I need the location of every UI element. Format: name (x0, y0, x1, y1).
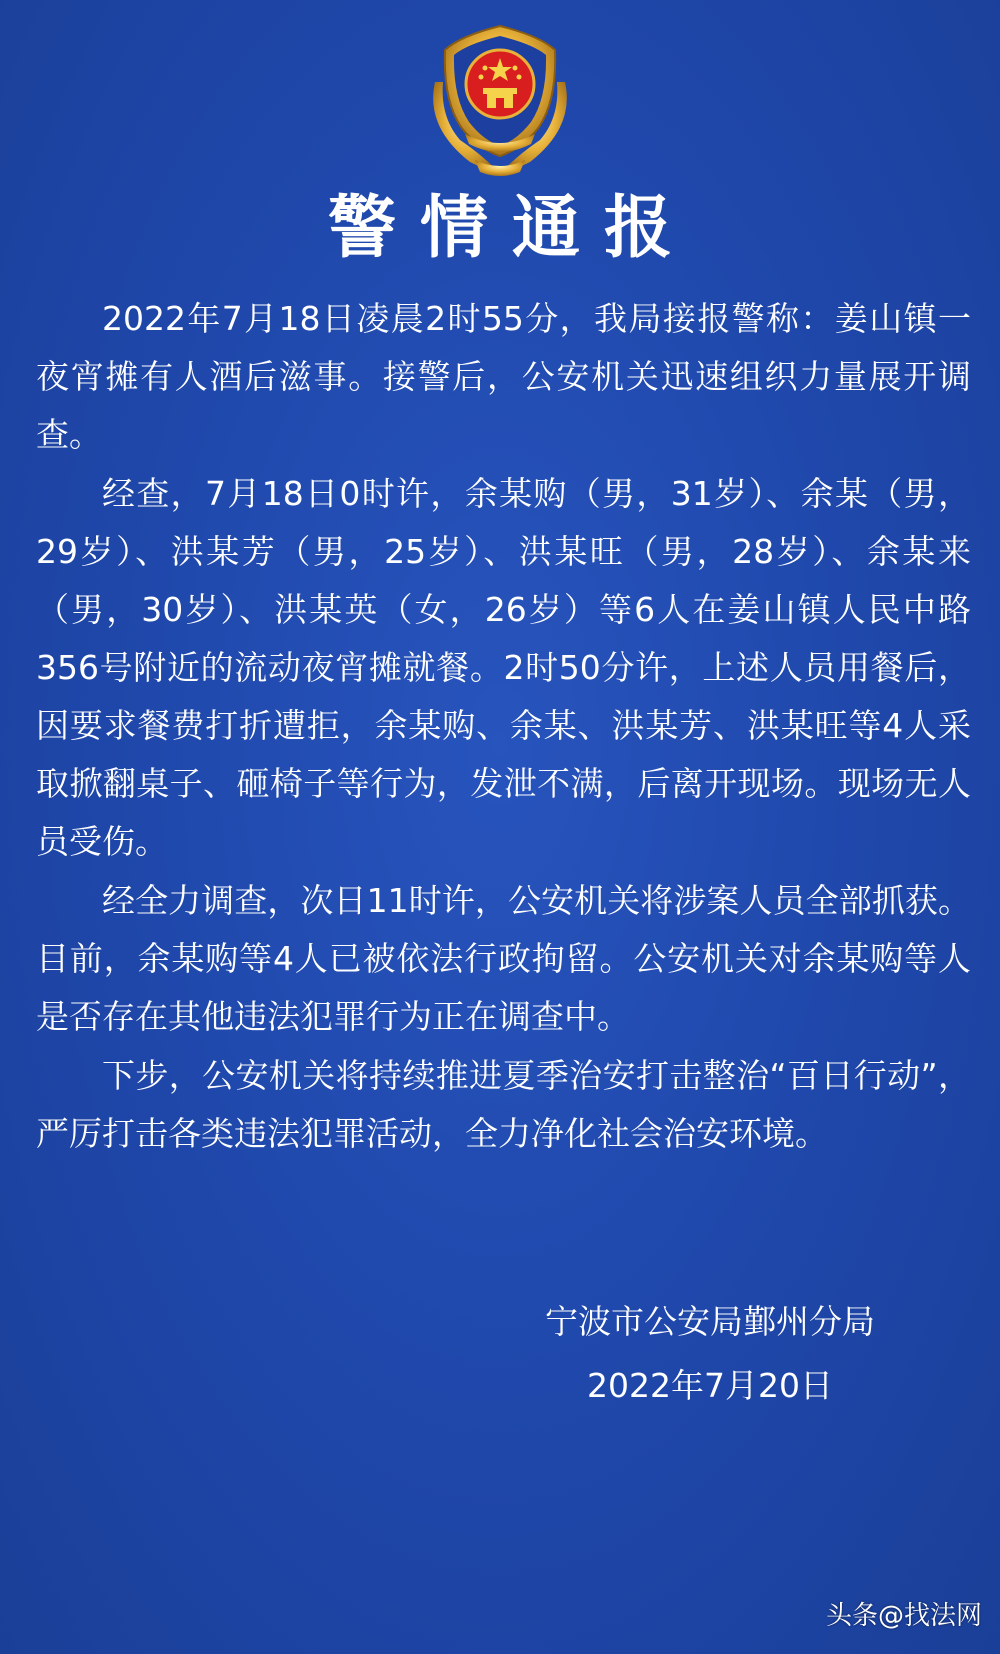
paragraph-incident-report: 2022年7月18日凌晨2时55分，我局接报警称：姜山镇一夜宵摊有人酒后滋事。接警后，公安机关迅速组织力量展开调查。 (36, 299, 971, 454)
police-emblem-icon (415, 22, 585, 182)
paragraph-arrest-status: 经全力调查，次日11时许，公安机关将涉案人员全部抓获。目前，余某购等4人已被依法行政拘留。公安机关对余某购等人是否存在其他违法犯罪行为正在调查中。 (36, 881, 971, 1036)
paragraph-next-steps: 下步，公安机关将持续推进夏季治安打击整治“百日行动”，严厉打击各类违法犯罪活动，全力净化社会治安环境。 (36, 1056, 971, 1153)
page-title: 警情通报 (327, 188, 696, 268)
paragraph-investigation-details: 经查，7月18日0时许，余某购（男，31岁）、余某（男，29岁）、洪某芳（男，25岁）、洪某旺（男，28岁）、余某来（男，30岁）、洪某英（女，26岁）等6人在姜山镇人民中路356号附近的流动夜宵摊就餐。2时50分许，上述人员用餐后，因要求餐费打折遭拒，余某购、余某、洪某芳、洪某旺等4人采取掀翻桌子、砸椅子等行为，发泄不满，后离开现场。现场无人员受伤。 (36, 474, 971, 861)
issuing-organization: 宁波市公安局鄞州分局 (545, 1302, 875, 1341)
issue-date: 2022年7月20日 (587, 1366, 833, 1405)
watermark-text: 头条@找法网 (825, 1601, 982, 1631)
source-watermark (826, 1595, 982, 1632)
signature-block (545, 1290, 875, 1418)
notice-body (36, 290, 971, 1164)
